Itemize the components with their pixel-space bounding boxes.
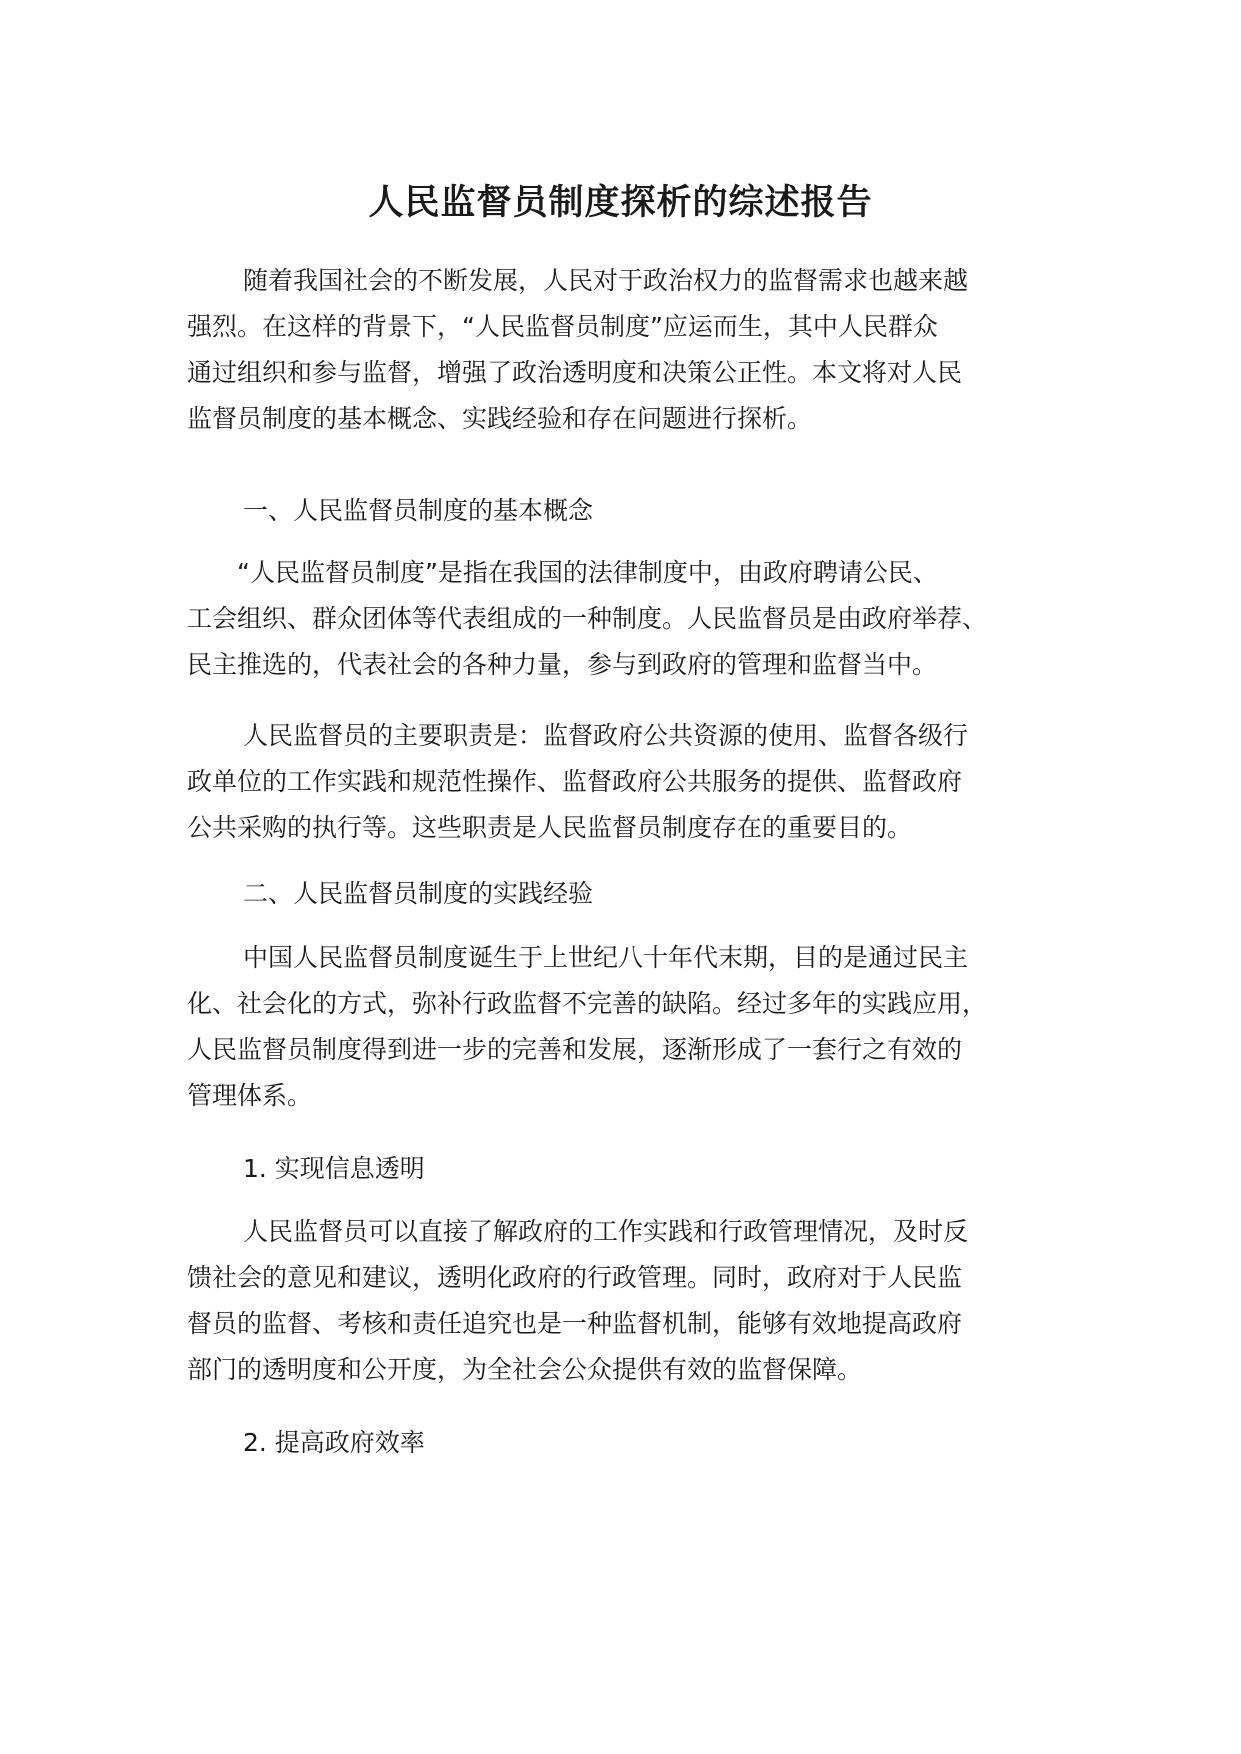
paragraph-line: 监督员制度的基本概念、实践经验和存在问题进行探析。 bbox=[187, 404, 813, 433]
paragraph-line: 管理体系。 bbox=[187, 1081, 313, 1110]
paragraph-line: 人民监督员制度得到进一步的完善和发展，逐渐形成了一套行之有效的 bbox=[187, 1035, 963, 1064]
paragraph-line: 部门的透明度和公开度，为全社会公众提供有效的监督保障。 bbox=[187, 1355, 863, 1384]
paragraph-transparency bbox=[187, 1209, 1067, 1393]
paragraph-duties bbox=[187, 713, 1067, 851]
paragraph-line: 督员的监督、考核和责任追究也是一种监督机制，能够有效地提高政府 bbox=[187, 1309, 963, 1338]
subsection-heading-2: 2. 提高政府效率 bbox=[243, 1428, 425, 1457]
section-heading-1: 一、人民监督员制度的基本概念 bbox=[243, 496, 594, 525]
paragraph-line: 馈社会的意见和建议，透明化政府的行政管理。同时，政府对于人民监 bbox=[187, 1263, 963, 1292]
paragraph-line: 强烈。在这样的背景下，“人民监督员制度”应运而生，其中人民群众 bbox=[187, 312, 938, 341]
paragraph-line: 政单位的工作实践和规范性操作、监督政府公共服务的提供、监督政府 bbox=[187, 767, 963, 796]
paragraph-line: 中国人民监督员制度诞生于上世纪八十年代末期，目的是通过民主 bbox=[243, 943, 969, 972]
paragraph-line: 民主推选的，代表社会的各种力量，参与到政府的管理和监督当中。 bbox=[187, 650, 938, 679]
paragraph-line: 工会组织、群众团体等代表组成的一种制度。人民监督员是由政府举荐、 bbox=[187, 604, 988, 633]
paragraph-line: “人民监督员制度”是指在我国的法律制度中，由政府聘请公民、 bbox=[237, 558, 938, 587]
paragraph-definition bbox=[187, 550, 1067, 688]
paragraph-line: 通过组织和参与监督，增强了政治透明度和决策公正性。本文将对人民 bbox=[187, 358, 963, 387]
paragraph-practice bbox=[187, 935, 1067, 1119]
paragraph-line: 公共采购的执行等。这些职责是人民监督员制度存在的重要目的。 bbox=[187, 813, 913, 842]
section-heading-2: 二、人民监督员制度的实践经验 bbox=[243, 879, 594, 908]
paragraph-line: 人民监督员可以直接了解政府的工作实践和行政管理情况，及时反 bbox=[243, 1217, 969, 1246]
paragraph-line: 随着我国社会的不断发展，人民对于政治权力的监督需求也越来越 bbox=[243, 266, 969, 295]
subsection-heading-1: 1. 实现信息透明 bbox=[243, 1154, 425, 1183]
document-title: 人民监督员制度探析的综述报告 bbox=[368, 183, 873, 223]
paragraph-line: 人民监督员的主要职责是：监督政府公共资源的使用、监督各级行 bbox=[243, 721, 969, 750]
paragraph-intro bbox=[187, 258, 1067, 442]
paragraph-line: 化、社会化的方式，弥补行政监督不完善的缺陷。经过多年的实践应用， bbox=[187, 989, 988, 1018]
